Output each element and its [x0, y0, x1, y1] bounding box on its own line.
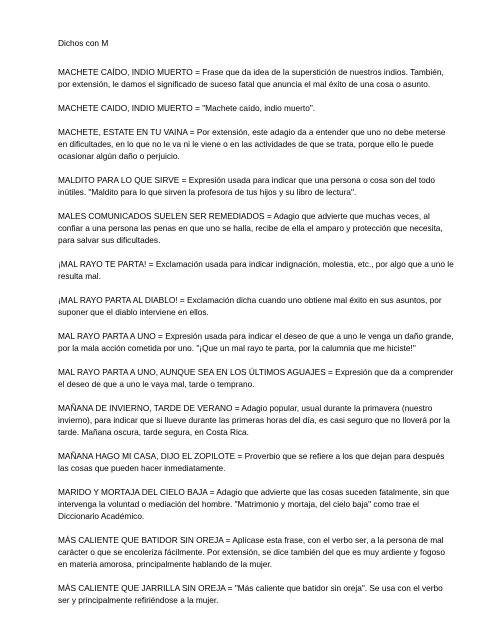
saying-entry: MACHETE CAÍDO, INDIO MUERTO = Frase que da idea de la superstición de nuestros indios. También, por extensión, le damos el significado de suceso fatal que anuncia el mal éxito de una cosa o asunto.: [58, 67, 444, 89]
saying-entry: MALDITO PARA LO QUE SIRVE = Expresión usada para indicar que una persona o cosa son del todo inútiles. "Maldito para lo que sirven la profesora de tus hijos y su libro de lectura".: [58, 175, 436, 197]
saying-entry: MARIDO Y MORTAJA DEL CIELO BAJA = Adagio que advierte que las cosas suceden fatalmente, sin que intervenga la voluntad o mediación del hombre. "Matrimonio y mortaja, del cielo baja" como trae el Diccionario Académico.: [58, 487, 450, 521]
saying-entry: MACHETE, ESTATE EN TU VAINA = Por extensión, este adagio da a entender que uno no debe meterse en dificultades, en lo que no le va ni le viene o en las actividades de que se trata, porque ello le puede ocasionar algún daño o perjuicio.: [58, 127, 446, 161]
saying-entry: MAL RAYO PARTA A UNO, AUNQUE SEA EN LOS ÚLTIMOS AGUAJES = Expresión que da a comprender el deseo de que a uno le vaya mal, tarde o temprano.: [58, 367, 454, 389]
saying-entry: ¡MAL RAYO PARTA AL DIABLO! = Exclamación dicha cuando uno obtiene mal éxito en sus asuntos, por suponer que el diablo interviene en ellos.: [58, 295, 442, 317]
saying-entry: MAL RAYO PARTA A UNO = Expresión usada para indicar el deseo de que a uno le venga un daño grande, por la mala acción cometida por uno. "¡Que un mal rayo te parta, por la calumnia que me hiciste!": [58, 331, 454, 353]
saying-entry: MÁS CALIENTE QUE JARRILLA SIN OREJA = "Más caliente que batidor sin oreja". Se usa con el verbo ser y principalmente refiriéndose a la mujer.: [58, 583, 443, 605]
saying-entry: MAÑANA HAGO MI CASA, DIJO EL ZOPILOTE = Proverbio que se refiere a los que dejan para después las cosas que pueden hacer inmediatamente.: [58, 451, 445, 473]
document-title: Dichos con M: [58, 38, 109, 48]
saying-entry: MACHETE CAIDO, INDIO MUERTO = "Machete caído, indio muerto".: [58, 103, 316, 113]
saying-entry: MALES COMUNICADOS SUELEN SER REMEDIADOS = Adagio que advierte que muchas veces, al confiar a una persona las penas en que uno se halla, recibe de ella el amparo y protección que necesita, para salvar sus dificultades.: [58, 211, 443, 245]
document-body: [58, 37, 454, 618]
saying-entry: MÁS CALIENTE QUE BATIDOR SIN OREJA = Aplícase esta frase, con el verbo ser, a la persona de mal carácter o que se encoleriza fácilmente. Por extensión, se dice también del que es muy ardiente y fogoso en materia amorosa, principalmente hablando de la mujer.: [58, 535, 445, 569]
saying-entry: ¡MAL RAYO TE PARTA! = Exclamación usada para indicar indignación, molestia, etc., por algo que a uno le resulta mal.: [58, 259, 454, 281]
saying-entry: MAÑANA DE INVIERNO, TARDE DE VERANO = Adagio popular, usual durante la primavera (nuestro invierno), para indicar que si llueve durante las primeras horas del día, es casi seguro que no lloverá por la tarde. Mañana oscura, tarde segura, en Costa Rica.: [58, 403, 451, 437]
